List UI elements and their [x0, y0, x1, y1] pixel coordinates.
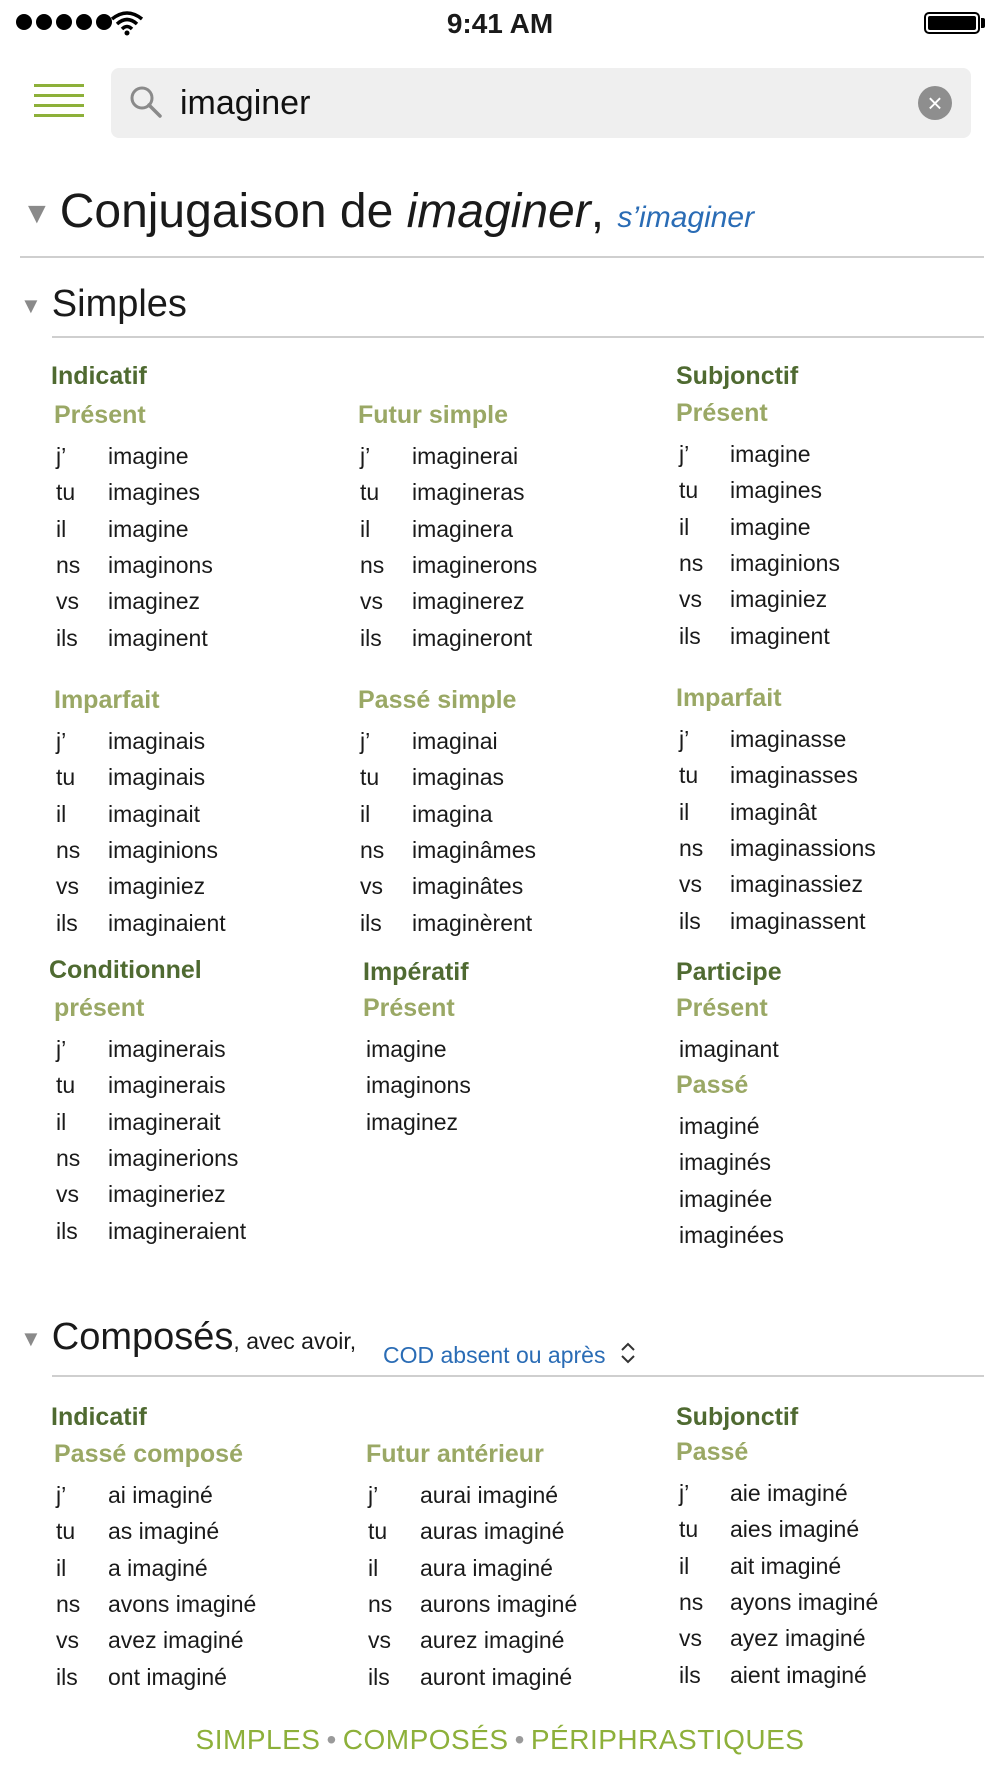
conjugated-form: imaginons: [366, 1072, 471, 1098]
section-title: Composés: [51, 1316, 234, 1358]
conjugated-form: imaginassions: [730, 835, 876, 861]
status-time: 9:41 AM: [446, 8, 554, 39]
battery-icon: [924, 12, 980, 34]
search-icon: [128, 84, 164, 120]
pronoun: vs: [679, 1625, 702, 1651]
conjugated-form: aurez imaginé: [420, 1627, 565, 1653]
pronoun: j’: [679, 726, 690, 752]
close-icon: ×: [927, 88, 943, 118]
pronoun: vs: [56, 1627, 79, 1653]
pronoun: j’: [56, 728, 67, 754]
conjugated-form: imagineriez: [108, 1181, 226, 1207]
conjugated-form: imaginiez: [108, 873, 206, 899]
pronoun: j’: [360, 728, 371, 754]
conjugated-form: aies imaginé: [730, 1516, 860, 1542]
clear-search-button[interactable]: [918, 86, 952, 120]
pronoun: ns: [679, 1589, 704, 1615]
pronoun: il: [679, 514, 690, 540]
pronoun: vs: [360, 588, 383, 614]
conjugated-form: auront imaginé: [420, 1664, 573, 1690]
alt-verb-link[interactable]: s’imaginer: [617, 201, 755, 234]
pronoun: ils: [360, 625, 382, 651]
conjugated-form: aient imaginé: [730, 1662, 867, 1688]
pronoun: ils: [56, 625, 78, 651]
nav-separator: •: [326, 1724, 337, 1755]
divider: [52, 1375, 984, 1377]
pronoun: vs: [679, 586, 702, 612]
conjugated-form: imaginée: [679, 1186, 773, 1212]
pronoun: vs: [360, 873, 383, 899]
pronoun: j’: [56, 443, 67, 469]
pronoun: vs: [56, 1181, 79, 1207]
conjugated-form: imaginassiez: [730, 871, 863, 897]
pronoun: ns: [679, 550, 704, 576]
conjugated-form: imaginent: [108, 625, 208, 651]
tense-passe-simple: Passé simple: [358, 686, 517, 714]
conjugated-form: imaginions: [108, 837, 218, 863]
mood-comp-subjonctif: Subjonctif: [676, 1403, 799, 1431]
conjugated-form: imaginait: [108, 801, 201, 827]
nav-composes[interactable]: COMPOSÉS: [342, 1724, 509, 1755]
conjugated-form: imaginâmes: [412, 837, 536, 863]
tense-imp-present: Présent: [363, 994, 455, 1022]
tense-passe-compose: Passé composé: [54, 1440, 243, 1468]
conjugated-form: imagineras: [412, 479, 525, 505]
pronoun: j’: [56, 1036, 67, 1062]
auxiliary-text: , avec avoir,: [233, 1328, 357, 1354]
pronoun: ils: [368, 1664, 390, 1690]
conjugated-form: imaginées: [679, 1222, 784, 1248]
conjugated-form: imagine: [730, 441, 811, 467]
pronoun: tu: [368, 1518, 388, 1544]
conjugated-form: imaginerais: [108, 1036, 226, 1062]
conjugated-form: imaginerait: [108, 1109, 221, 1135]
pronoun: ils: [679, 1662, 701, 1688]
pronoun: tu: [360, 764, 380, 790]
pronoun: ns: [56, 837, 81, 863]
conjugated-form: imagine: [366, 1036, 447, 1062]
pronoun: il: [56, 516, 67, 542]
pronoun: il: [360, 801, 371, 827]
tense-part-passe: Passé: [676, 1071, 749, 1099]
tense-subj-passe: Passé: [676, 1438, 749, 1466]
conjugated-form: aie imaginé: [730, 1480, 848, 1506]
divider: [52, 336, 984, 338]
pronoun: ils: [360, 910, 382, 936]
conjugated-form: imaginiez: [730, 586, 828, 612]
pronoun: ils: [679, 908, 701, 934]
conjugated-form: imagine: [108, 516, 189, 542]
pronoun: vs: [368, 1627, 391, 1653]
pronoun: ils: [56, 1664, 78, 1690]
battery-tip: [981, 18, 985, 28]
conjugated-form: ayez imaginé: [730, 1625, 866, 1651]
pronoun: ns: [56, 1591, 81, 1617]
pronoun: tu: [679, 477, 699, 503]
mood-conditionnel: Conditionnel: [49, 956, 202, 984]
pronoun: il: [679, 799, 690, 825]
section-simples[interactable]: [20, 283, 187, 326]
conjugated-form: avons imaginé: [108, 1591, 257, 1617]
page-title: [22, 184, 754, 239]
pronoun: ns: [56, 1145, 81, 1171]
tense-present: Présent: [54, 401, 146, 429]
section-title: Simples: [51, 283, 187, 325]
conjugated-form: imaginassent: [730, 908, 866, 934]
tense-cond-present: présent: [54, 994, 145, 1022]
pronoun: ns: [679, 835, 704, 861]
conjugated-form: imaginais: [108, 764, 206, 790]
pronoun: il: [368, 1555, 379, 1581]
conjugated-form: imaginas: [412, 764, 505, 790]
pronoun: ns: [360, 837, 385, 863]
cod-dropdown[interactable]: [383, 1330, 636, 1373]
pronoun: vs: [679, 871, 702, 897]
pronoun: vs: [56, 873, 79, 899]
pronoun: ils: [56, 1218, 78, 1244]
pronoun: ns: [368, 1591, 393, 1617]
section-composes[interactable]: [20, 1316, 356, 1359]
pronoun: j’: [56, 1482, 67, 1508]
pronoun: il: [56, 1109, 67, 1135]
conjugated-form: imaginerez: [412, 588, 525, 614]
conjugated-form: imaginant: [679, 1036, 779, 1062]
mood-imperatif: Impératif: [363, 958, 469, 986]
pronoun: j’: [679, 441, 690, 467]
conjugated-form: imaginés: [679, 1149, 772, 1175]
collapse-triangle-icon: ▼: [20, 292, 42, 318]
conjugated-form: aura imaginé: [420, 1555, 553, 1581]
conjugated-form: imagines: [730, 477, 823, 503]
conjugated-form: imaginâtes: [412, 873, 524, 899]
title-verb: imaginer: [406, 185, 591, 238]
tense-imparfait: Imparfait: [54, 686, 160, 714]
conjugated-form: aurai imaginé: [420, 1482, 559, 1508]
conjugated-form: auras imaginé: [420, 1518, 565, 1544]
conjugated-form: imaginais: [108, 728, 206, 754]
collapse-triangle-icon[interactable]: ▼: [22, 197, 52, 231]
tense-futur-simple: Futur simple: [358, 401, 509, 429]
conjugated-form: ont imaginé: [108, 1664, 227, 1690]
conjugated-form: avez imaginé: [108, 1627, 244, 1653]
pronoun: tu: [56, 1072, 76, 1098]
pronoun: tu: [56, 764, 76, 790]
conjugated-form: imaginasses: [730, 762, 858, 788]
pronoun: vs: [56, 588, 79, 614]
conjugated-form: imagine: [108, 443, 189, 469]
conjugated-form: imaginions: [730, 550, 840, 576]
divider: [20, 256, 984, 258]
pronoun: il: [56, 801, 67, 827]
conjugated-form: imaginai: [412, 728, 498, 754]
conjugated-form: imaginerons: [412, 552, 538, 578]
conjugated-form: imaginerais: [108, 1072, 226, 1098]
pronoun: j’: [679, 1480, 690, 1506]
conjugated-form: imaginez: [366, 1109, 459, 1135]
tense-futur-anterieur: Futur antérieur: [366, 1440, 544, 1468]
conjugated-form: imaginera: [412, 516, 513, 542]
mood-indicatif: Indicatif: [51, 362, 147, 390]
title-prefix: Conjugaison de: [59, 185, 407, 238]
nav-separator: •: [514, 1724, 525, 1755]
mood-subjonctif: Subjonctif: [676, 362, 799, 390]
tense-subj-imparfait: Imparfait: [676, 684, 782, 712]
pronoun: j’: [360, 443, 371, 469]
nav-periphrastiques[interactable]: PÉRIPHRASTIQUES: [530, 1724, 805, 1755]
conjugated-form: ai imaginé: [108, 1482, 213, 1508]
conjugated-form: ait imaginé: [730, 1553, 842, 1579]
conjugated-form: imaginerai: [412, 443, 519, 469]
title-comma: ,: [590, 185, 605, 238]
conjugated-form: imaginât: [730, 799, 817, 825]
pronoun: ils: [56, 910, 78, 936]
chevron-up-down-icon: [620, 1341, 636, 1365]
tense-subj-present: Présent: [676, 399, 768, 427]
pronoun: ils: [679, 623, 701, 649]
conjugated-form: imagine: [730, 514, 811, 540]
conjugated-form: imagineront: [412, 625, 533, 651]
pronoun: tu: [679, 762, 699, 788]
menu-icon[interactable]: [34, 84, 84, 124]
conjugated-form: imaginèrent: [412, 910, 533, 936]
conjugated-form: imagina: [412, 801, 493, 827]
conjugated-form: a imaginé: [108, 1555, 208, 1581]
pronoun: il: [360, 516, 371, 542]
conjugated-form: as imaginé: [108, 1518, 220, 1544]
mood-comp-indicatif: Indicatif: [51, 1403, 147, 1431]
conjugated-form: imagines: [108, 479, 201, 505]
nav-simples[interactable]: SIMPLES: [195, 1724, 321, 1755]
conjugated-form: imagineraient: [108, 1218, 247, 1244]
pronoun: il: [679, 1553, 690, 1579]
pronoun: tu: [56, 1518, 76, 1544]
pronoun: j’: [368, 1482, 379, 1508]
tense-part-present: Présent: [676, 994, 768, 1022]
cod-dropdown-label: COD absent ou après: [383, 1342, 606, 1368]
conjugated-form: imaginasse: [730, 726, 847, 752]
pronoun: ns: [56, 552, 81, 578]
collapse-triangle-icon: ▼: [20, 1325, 42, 1351]
conjugated-form: imaginez: [108, 588, 201, 614]
pronoun: tu: [56, 479, 76, 505]
pronoun: il: [56, 1555, 67, 1581]
mood-participe: Participe: [676, 958, 782, 986]
pronoun: tu: [679, 1516, 699, 1542]
conjugated-form: imaginent: [730, 623, 830, 649]
conjugated-form: imaginaient: [108, 910, 226, 936]
conjugated-form: imaginé: [679, 1113, 760, 1139]
conjugated-form: imaginons: [108, 552, 213, 578]
pronoun: ns: [360, 552, 385, 578]
conjugated-form: ayons imaginé: [730, 1589, 879, 1615]
section-nav: [0, 1724, 1000, 1756]
pronoun: tu: [360, 479, 380, 505]
conjugated-form: aurons imaginé: [420, 1591, 578, 1617]
conjugated-form: imaginerions: [108, 1145, 239, 1171]
search-input[interactable]: [180, 72, 880, 134]
